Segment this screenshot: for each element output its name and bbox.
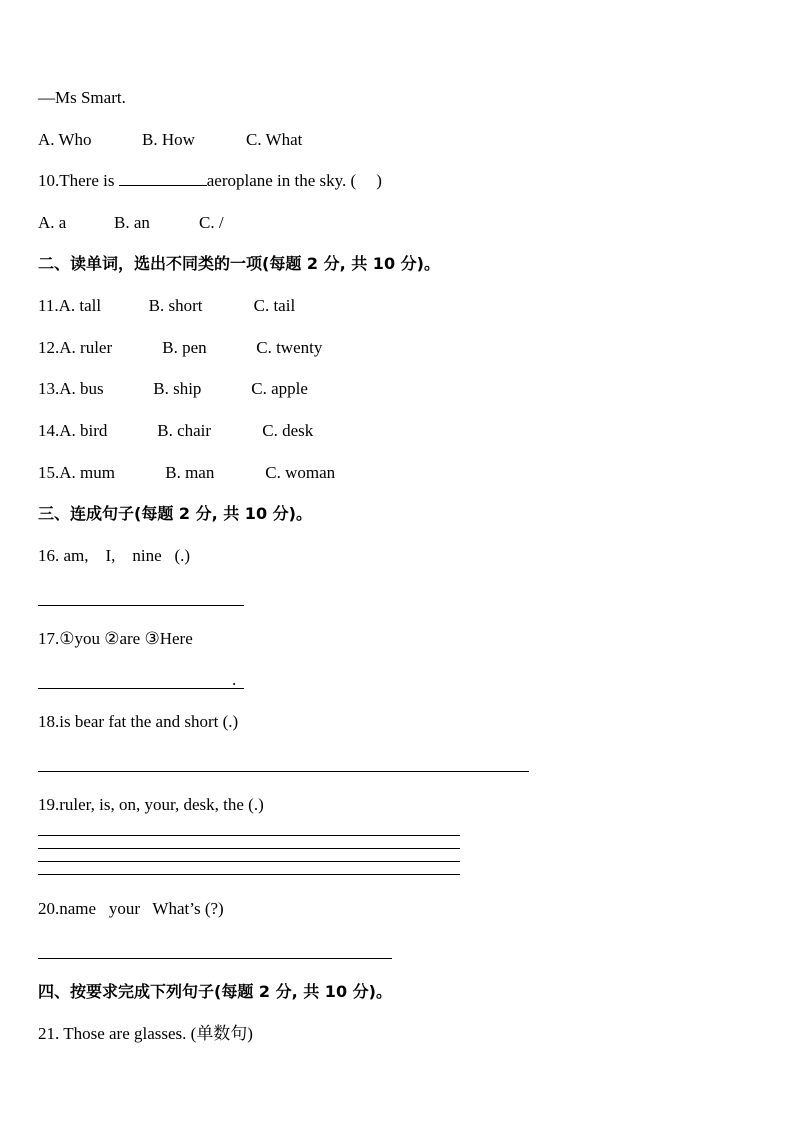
option: A. a: [38, 213, 67, 232]
option: A. Who: [38, 130, 92, 149]
question-number: 10.: [38, 171, 60, 190]
option: C. tail: [253, 296, 296, 315]
option: C. woman: [265, 463, 336, 482]
bracket-close: ): [376, 171, 382, 190]
option: C. /: [199, 213, 224, 232]
sentence-period: .: [232, 670, 237, 689]
option: A. bus: [59, 379, 104, 398]
answer-blank[interactable]: [119, 171, 207, 186]
question-13: [38, 379, 308, 399]
question-text: There is: [59, 171, 119, 190]
q10-options: [38, 213, 224, 233]
question-16: 16. am, I, nine (.): [38, 546, 191, 565]
q9-options: [38, 130, 302, 150]
question-10: [38, 171, 382, 191]
question-18: 18.is bear fat the and short (.): [38, 712, 239, 731]
option: C. twenty: [256, 338, 323, 357]
option: A. ruler: [59, 338, 113, 357]
answer-line[interactable]: [38, 688, 244, 689]
option: A. mum: [59, 463, 115, 482]
answer-line[interactable]: [38, 958, 392, 959]
option: B. pen: [162, 338, 207, 357]
answer-line[interactable]: [38, 874, 460, 875]
question-number: 12.: [38, 338, 60, 357]
question-11: [38, 296, 295, 316]
answer-line[interactable]: [38, 848, 460, 849]
question-text: aeroplane in the sky. (: [206, 171, 357, 190]
option: A. bird: [59, 421, 108, 440]
section-2-title: 二、读单词，选出不同类的一项(每题 2 分, 共 10 分)。: [38, 254, 440, 273]
option: C. desk: [262, 421, 314, 440]
question-number: 11.: [38, 296, 59, 315]
option: C. What: [246, 130, 303, 149]
option: B. ship: [153, 379, 202, 398]
section-4-title: 四、按要求完成下列句子(每题 2 分, 共 10 分)。: [38, 982, 392, 1001]
section-3-title: 三、连成句子(每题 2 分, 共 10 分)。: [38, 504, 312, 523]
answer-line[interactable]: [38, 605, 244, 606]
question-number: 14.: [38, 421, 60, 440]
question-20: 20.name your What’s (?): [38, 899, 224, 918]
q9-answer-line: —Ms Smart.: [38, 88, 126, 107]
question-21: 21. Those are glasses. (单数句): [38, 1024, 253, 1043]
question-15: [38, 463, 335, 483]
option: B. short: [148, 296, 203, 315]
answer-line[interactable]: [38, 835, 460, 836]
answer-line[interactable]: [38, 861, 460, 862]
question-14: [38, 421, 313, 441]
option: C. apple: [251, 379, 308, 398]
option: B. How: [142, 130, 195, 149]
option: B. chair: [157, 421, 212, 440]
option: B. man: [165, 463, 215, 482]
question-19: 19.ruler, is, on, your, desk, the (.): [38, 795, 264, 814]
question-number: 15.: [38, 463, 60, 482]
answer-line[interactable]: [38, 771, 529, 772]
option: B. an: [114, 213, 150, 232]
question-number: 13.: [38, 379, 60, 398]
option: A. tall: [58, 296, 102, 315]
question-17: 17.①you ②are ③Here: [38, 629, 193, 648]
question-12: [38, 338, 322, 358]
